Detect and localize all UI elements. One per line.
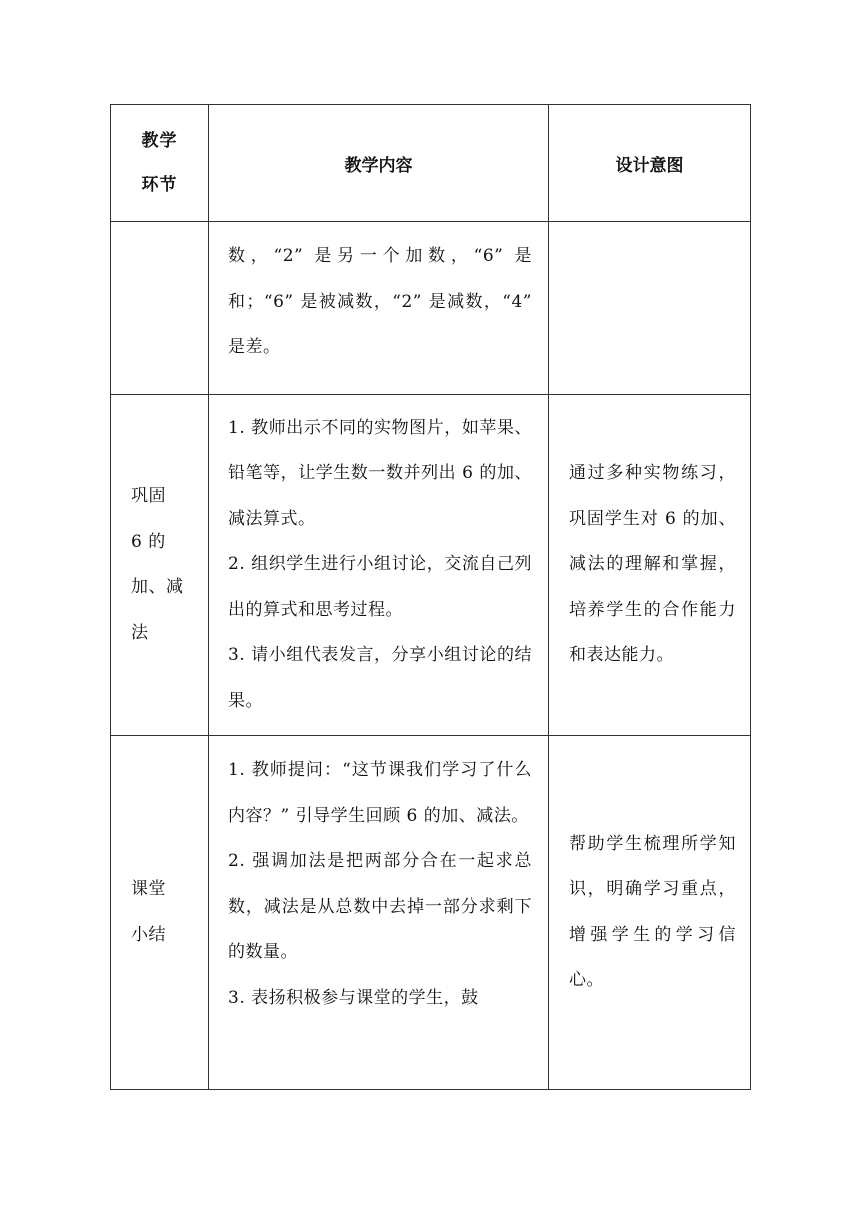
content-paragraph: 3. 表扬积极参与课堂的学生，鼓 [228, 987, 479, 1008]
intent-cell [549, 736, 751, 1090]
table-row-continuation [111, 222, 751, 395]
stage-line: 课堂 [131, 879, 166, 899]
header-stage [111, 105, 209, 222]
intent-cell-empty [549, 222, 751, 395]
header-intent-label: 设计意图 [615, 155, 684, 176]
content-cell [209, 222, 549, 395]
content-paragraph: 3. 请小组代表发言，分享小组讨论的结果。 [228, 645, 532, 711]
content-paragraph: 2. 强调加法是把两部分合在一起求总数，减法是从总数中去掉一部分求剩下的数量。 [228, 851, 532, 962]
content-paragraph: 数，“2” 是另一个加数，“6” 是和；“6” 是被减数，“2” 是减数，“4” 是差。 [228, 246, 532, 357]
header-stage-line2: 环节 [141, 175, 178, 195]
stage-cell [111, 736, 209, 1090]
stage-line: 法 [131, 622, 149, 643]
header-content-label: 教学内容 [344, 155, 413, 176]
intent-cell [549, 395, 751, 736]
stage-line: 小结 [131, 924, 166, 945]
intent-text: 帮助学生梳理所学知识，明确学习重点，增强学生的学习信心。 [569, 833, 736, 990]
content-cell [209, 395, 549, 736]
lesson-plan-table [110, 104, 751, 1090]
intent-text: 通过多种实物练习，巩固学生对 6 的加、减法的理解和掌握，培养学生的合作能力和表达能力。 [569, 463, 736, 666]
content-cell [209, 736, 549, 1090]
table-header-row [111, 105, 751, 222]
stage-line: 6 的 [131, 531, 166, 552]
content-paragraph: 1. 教师出示不同的实物图片，如苹果、铅笔等，让学生数一数并列出 6 的加、减法算式。 [228, 417, 532, 529]
table-row-consolidate [111, 395, 751, 736]
content-paragraph: 1. 教师提问：“这节课我们学习了什么内容？” 引导学生回顾 6 的加、减法。 [228, 760, 532, 826]
header-stage-line1: 教学 [141, 131, 178, 151]
header-intent [549, 105, 751, 222]
table-row-summary [111, 736, 751, 1090]
stage-line: 加、减 [131, 577, 184, 597]
stage-cell-empty [111, 222, 209, 395]
content-paragraph: 2. 组织学生进行小组讨论，交流自己列出的算式和思考过程。 [228, 554, 532, 620]
stage-line: 巩固 [131, 486, 166, 506]
header-content [209, 105, 549, 222]
stage-cell [111, 395, 209, 736]
